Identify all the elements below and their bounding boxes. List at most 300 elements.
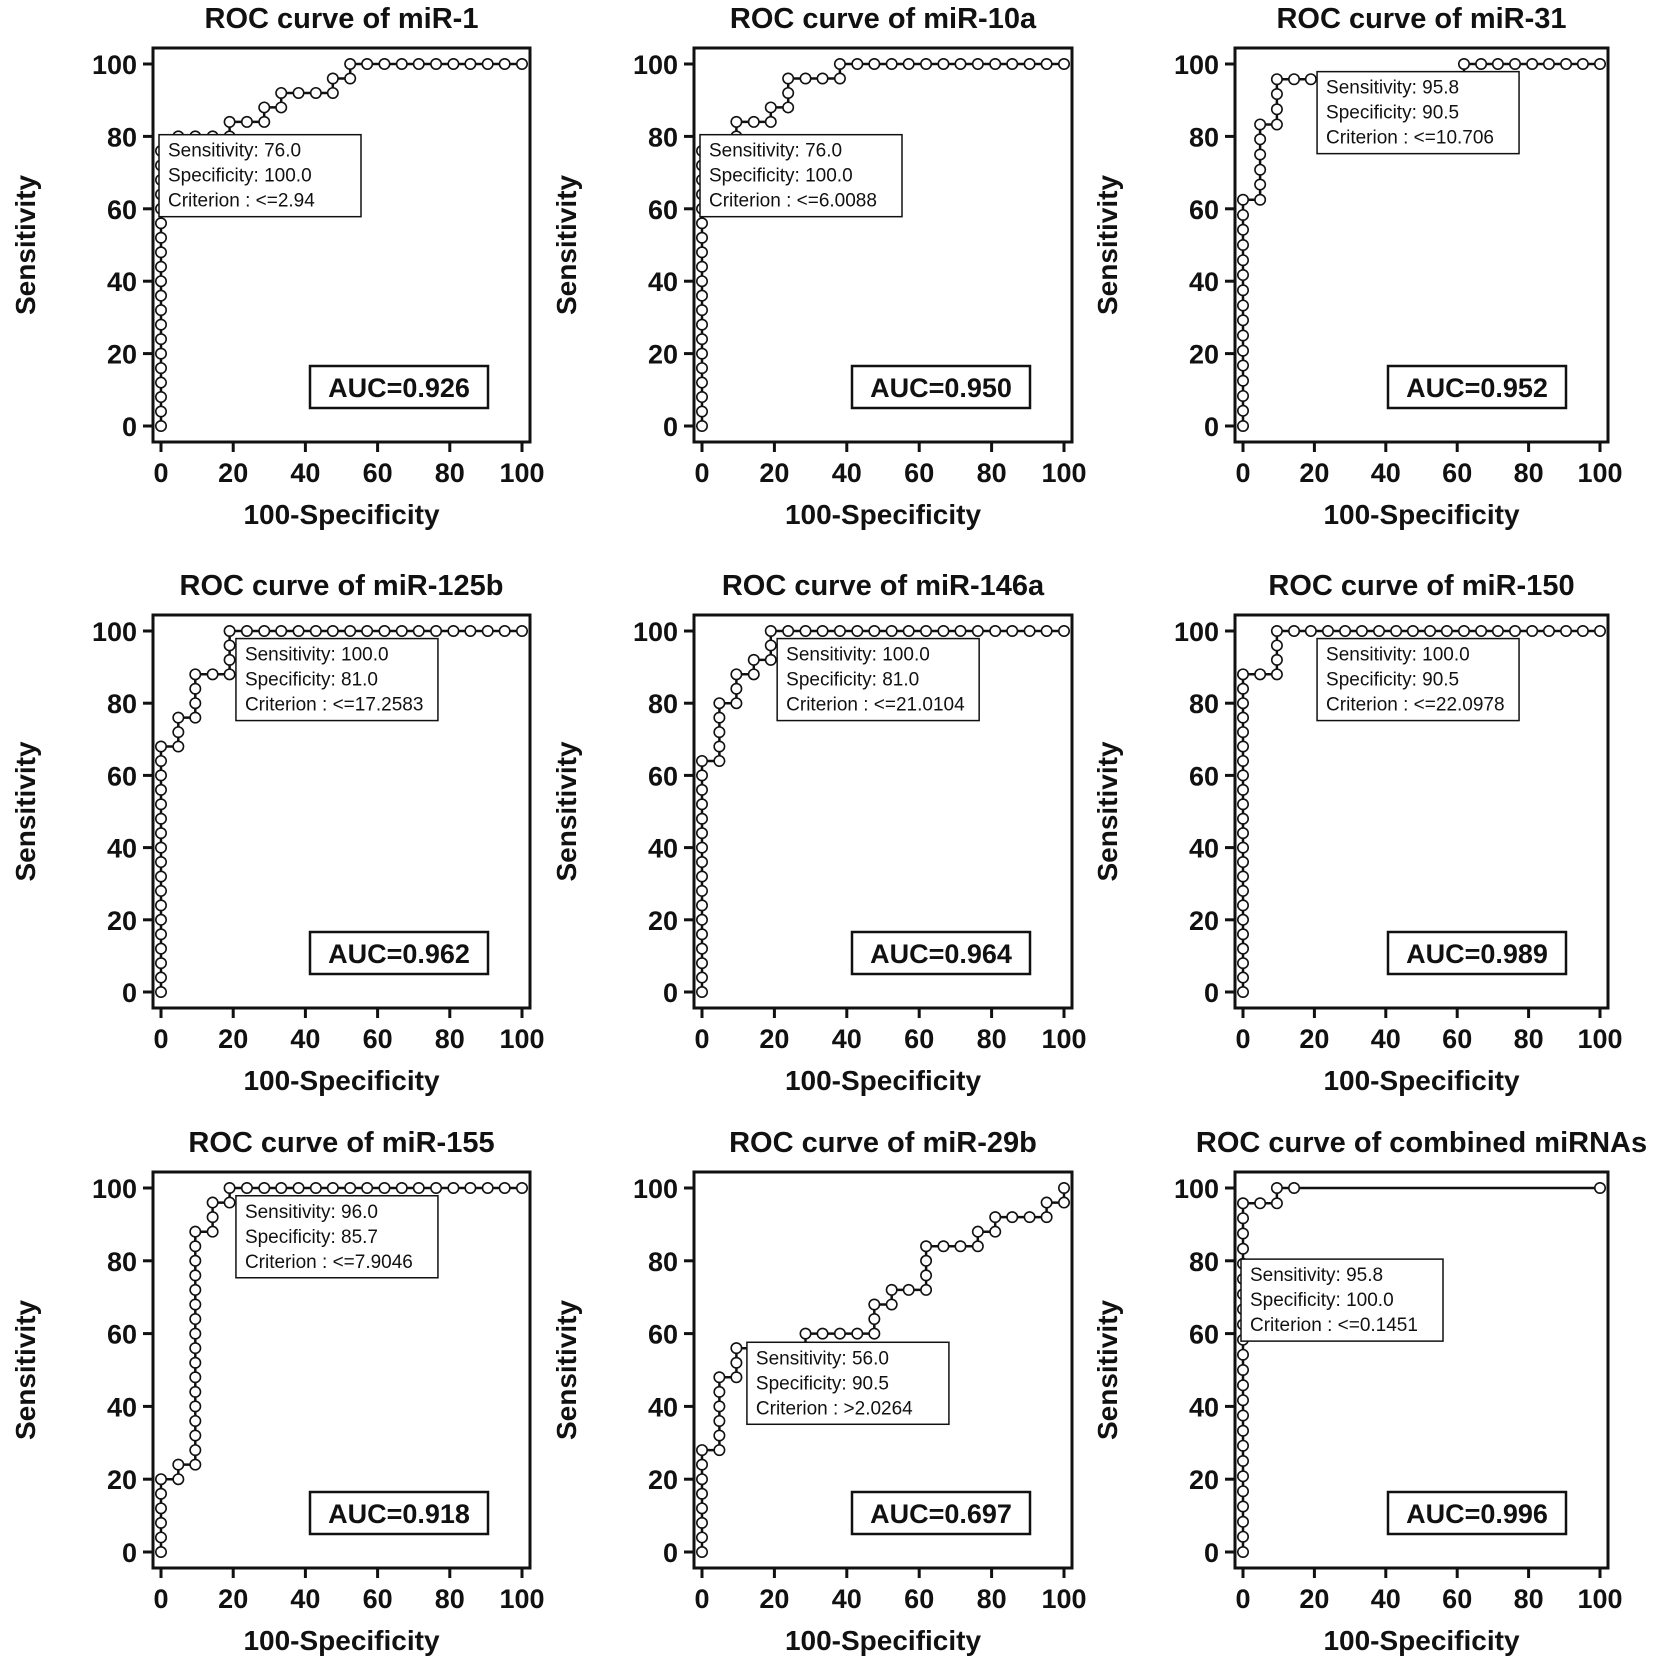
roc-point bbox=[714, 1416, 724, 1426]
roc-point bbox=[190, 1241, 200, 1251]
roc-point bbox=[714, 712, 724, 722]
x-tick-label: 60 bbox=[1442, 1024, 1473, 1054]
roc-point bbox=[869, 1328, 879, 1338]
roc-point bbox=[1041, 59, 1051, 69]
roc-point bbox=[1272, 1183, 1282, 1193]
roc-point bbox=[1238, 225, 1248, 235]
stats-specificity: Specificity: 81.0 bbox=[244, 669, 379, 691]
y-tick-label: 80 bbox=[1188, 122, 1219, 153]
x-tick-label: 40 bbox=[290, 1584, 321, 1614]
roc-point bbox=[345, 73, 355, 83]
roc-point bbox=[1272, 89, 1282, 99]
roc-point bbox=[731, 669, 741, 679]
y-axis-label: Sensitivity bbox=[551, 741, 582, 882]
roc-point bbox=[156, 1503, 166, 1513]
roc-point bbox=[242, 626, 252, 636]
x-tick-label: 0 bbox=[153, 458, 169, 488]
roc-point bbox=[1238, 1532, 1248, 1542]
roc-point bbox=[293, 88, 303, 98]
roc-point bbox=[697, 871, 707, 881]
roc-point bbox=[1059, 59, 1069, 69]
roc-point bbox=[190, 1314, 200, 1324]
y-tick-label: 60 bbox=[1188, 761, 1219, 792]
roc-point bbox=[190, 1256, 200, 1266]
roc-point bbox=[259, 117, 269, 127]
x-tick-label: 0 bbox=[153, 1024, 169, 1054]
roc-point bbox=[1041, 1212, 1051, 1222]
roc-point bbox=[1238, 741, 1248, 751]
roc-point bbox=[499, 1183, 509, 1193]
roc-point bbox=[397, 59, 407, 69]
roc-point bbox=[921, 1241, 931, 1251]
roc-point bbox=[448, 59, 458, 69]
y-tick-label: 0 bbox=[1203, 412, 1219, 442]
roc-point bbox=[259, 626, 269, 636]
roc-point bbox=[1024, 1212, 1034, 1222]
roc-point bbox=[1238, 958, 1248, 968]
roc-point bbox=[156, 943, 166, 953]
roc-point bbox=[697, 828, 707, 838]
roc-point bbox=[697, 972, 707, 982]
y-axis-label: Sensitivity bbox=[1092, 174, 1123, 316]
y-tick-label: 80 bbox=[1188, 689, 1219, 720]
roc-point bbox=[328, 626, 338, 636]
y-tick-label: 60 bbox=[647, 761, 678, 792]
x-tick-label: 80 bbox=[1513, 1024, 1544, 1054]
roc-panel-2 bbox=[551, 3, 1087, 530]
roc-point bbox=[224, 1183, 234, 1193]
roc-point bbox=[800, 626, 810, 636]
roc-point bbox=[156, 828, 166, 838]
y-tick-label: 80 bbox=[106, 689, 137, 720]
roc-point bbox=[1238, 300, 1248, 310]
x-tick-label: 60 bbox=[1442, 458, 1473, 488]
roc-point bbox=[1238, 857, 1248, 867]
roc-point bbox=[156, 756, 166, 766]
stats-specificity: Specificity: 81.0 bbox=[786, 669, 920, 691]
roc-point bbox=[1255, 149, 1265, 159]
x-axis-label: 100-Specificity bbox=[1323, 499, 1520, 530]
roc-point bbox=[731, 1372, 741, 1382]
roc-point bbox=[190, 1343, 200, 1353]
roc-point bbox=[1340, 626, 1350, 636]
y-tick-label: 20 bbox=[647, 905, 678, 936]
roc-panel-7 bbox=[10, 1127, 545, 1656]
roc-point bbox=[1238, 842, 1248, 852]
roc-point bbox=[697, 915, 707, 925]
x-tick-label: 20 bbox=[759, 1584, 790, 1614]
roc-point bbox=[156, 334, 166, 344]
y-tick-label: 20 bbox=[106, 1465, 137, 1496]
roc-point bbox=[1408, 626, 1418, 636]
roc-point bbox=[973, 1226, 983, 1236]
x-tick-label: 0 bbox=[1235, 1024, 1251, 1054]
roc-point bbox=[259, 102, 269, 112]
roc-point bbox=[1238, 1213, 1248, 1223]
y-axis-label: Sensitivity bbox=[551, 174, 582, 316]
roc-point bbox=[1238, 240, 1248, 250]
roc-point bbox=[921, 626, 931, 636]
x-tick-label: 100 bbox=[1577, 1024, 1623, 1054]
roc-point bbox=[156, 842, 166, 852]
roc-point bbox=[156, 377, 166, 387]
roc-point bbox=[1493, 59, 1503, 69]
roc-point bbox=[156, 363, 166, 373]
roc-point bbox=[1238, 900, 1248, 910]
roc-point bbox=[1238, 1365, 1248, 1375]
roc-point bbox=[1238, 1517, 1248, 1527]
roc-point bbox=[990, 59, 1000, 69]
roc-point bbox=[1238, 1456, 1248, 1466]
roc-point bbox=[1272, 119, 1282, 129]
stats-criterion: Criterion : <=7.9046 bbox=[244, 1251, 413, 1273]
roc-point bbox=[190, 1430, 200, 1440]
roc-point bbox=[276, 88, 286, 98]
roc-point bbox=[869, 1314, 879, 1324]
stats-sensitivity: Sensitivity: 95.8 bbox=[1326, 77, 1460, 99]
roc-point bbox=[1059, 1183, 1069, 1193]
roc-point bbox=[173, 1474, 183, 1484]
roc-point bbox=[749, 655, 759, 665]
roc-point bbox=[1357, 626, 1367, 636]
roc-point bbox=[714, 741, 724, 751]
roc-point bbox=[1007, 626, 1017, 636]
y-tick-label: 40 bbox=[1188, 1392, 1219, 1423]
roc-point bbox=[483, 1183, 493, 1193]
roc-point bbox=[156, 770, 166, 780]
roc-point bbox=[697, 770, 707, 780]
roc-point bbox=[852, 626, 862, 636]
roc-point bbox=[1238, 972, 1248, 982]
roc-point bbox=[1272, 1198, 1282, 1208]
y-tick-label: 80 bbox=[647, 1246, 678, 1277]
roc-point bbox=[207, 669, 217, 679]
roc-point bbox=[1238, 1426, 1248, 1436]
y-tick-label: 80 bbox=[647, 689, 678, 720]
roc-point bbox=[1527, 59, 1537, 69]
roc-point bbox=[1238, 756, 1248, 766]
y-tick-label: 20 bbox=[647, 339, 678, 370]
roc-panel-6 bbox=[1092, 570, 1623, 1096]
roc-point bbox=[1238, 1471, 1248, 1481]
roc-point bbox=[190, 1270, 200, 1280]
x-tick-label: 20 bbox=[1299, 1584, 1330, 1614]
y-tick-label: 60 bbox=[1188, 194, 1219, 225]
roc-point bbox=[1238, 915, 1248, 925]
roc-point bbox=[766, 626, 776, 636]
roc-point bbox=[1238, 391, 1248, 401]
x-tick-label: 0 bbox=[153, 1584, 169, 1614]
roc-point bbox=[835, 73, 845, 83]
roc-point bbox=[783, 102, 793, 112]
x-axis-label: 100-Specificity bbox=[243, 1065, 440, 1096]
roc-point bbox=[1238, 727, 1248, 737]
roc-point bbox=[517, 626, 527, 636]
y-tick-label: 100 bbox=[632, 50, 678, 80]
roc-point bbox=[800, 1328, 810, 1338]
roc-point bbox=[1272, 626, 1282, 636]
roc-point bbox=[697, 218, 707, 228]
stats-specificity: Specificity: 90.5 bbox=[1326, 102, 1460, 124]
roc-point bbox=[190, 1445, 200, 1455]
roc-point bbox=[156, 1518, 166, 1528]
roc-point bbox=[714, 727, 724, 737]
roc-point bbox=[156, 987, 166, 997]
y-tick-label: 0 bbox=[121, 978, 137, 1008]
stats-sensitivity: Sensitivity: 100.0 bbox=[1326, 644, 1470, 666]
roc-point bbox=[190, 1328, 200, 1338]
roc-point bbox=[156, 262, 166, 272]
roc-point bbox=[293, 1183, 303, 1193]
roc-point bbox=[448, 1183, 458, 1193]
roc-point bbox=[431, 626, 441, 636]
x-tick-label: 60 bbox=[362, 1584, 393, 1614]
roc-point bbox=[499, 59, 509, 69]
roc-point bbox=[1238, 871, 1248, 881]
auc-value: AUC=0.962 bbox=[328, 939, 470, 969]
roc-point bbox=[362, 626, 372, 636]
roc-point bbox=[173, 727, 183, 737]
roc-point bbox=[156, 857, 166, 867]
roc-point bbox=[731, 1358, 741, 1368]
roc-point bbox=[190, 1387, 200, 1397]
roc-point bbox=[1238, 1410, 1248, 1420]
roc-panel-9 bbox=[1092, 1127, 1647, 1656]
y-tick-label: 100 bbox=[1173, 1174, 1219, 1204]
y-tick-label: 100 bbox=[632, 617, 678, 647]
roc-point bbox=[697, 1518, 707, 1528]
y-tick-label: 20 bbox=[1188, 1465, 1219, 1496]
roc-point bbox=[955, 626, 965, 636]
x-axis-label: 100-Specificity bbox=[784, 1625, 982, 1656]
roc-point bbox=[397, 1183, 407, 1193]
roc-point bbox=[224, 1197, 234, 1207]
roc-point bbox=[766, 117, 776, 127]
roc-point bbox=[242, 117, 252, 127]
y-tick-label: 100 bbox=[1173, 50, 1219, 80]
roc-point bbox=[1238, 1501, 1248, 1511]
roc-point bbox=[1476, 59, 1486, 69]
stats-criterion: Criterion : <=2.94 bbox=[168, 190, 315, 212]
x-tick-label: 20 bbox=[1299, 458, 1330, 488]
y-tick-label: 0 bbox=[121, 412, 137, 442]
roc-point bbox=[1041, 626, 1051, 636]
roc-point bbox=[886, 1299, 896, 1309]
roc-point bbox=[1255, 165, 1265, 175]
roc-point bbox=[835, 1328, 845, 1338]
roc-point bbox=[1238, 698, 1248, 708]
roc-point bbox=[156, 305, 166, 315]
roc-point bbox=[697, 1489, 707, 1499]
roc-point bbox=[697, 900, 707, 910]
roc-point bbox=[1289, 74, 1299, 84]
roc-point bbox=[190, 1416, 200, 1426]
roc-point bbox=[328, 88, 338, 98]
roc-point bbox=[1255, 195, 1265, 205]
roc-point bbox=[1238, 712, 1248, 722]
stats-criterion: Criterion : <=17.2583 bbox=[244, 694, 424, 716]
roc-point bbox=[1238, 669, 1248, 679]
x-tick-label: 40 bbox=[831, 1024, 862, 1054]
roc-point bbox=[1238, 270, 1248, 280]
roc-point bbox=[1510, 59, 1520, 69]
roc-point bbox=[224, 640, 234, 650]
roc-point bbox=[800, 73, 810, 83]
chart-title: ROC curve of miR-146a bbox=[721, 570, 1045, 602]
roc-point bbox=[190, 1459, 200, 1469]
roc-point bbox=[697, 1532, 707, 1542]
x-tick-label: 80 bbox=[434, 1024, 465, 1054]
roc-point bbox=[904, 59, 914, 69]
roc-point bbox=[1238, 987, 1248, 997]
chart-title: ROC curve of miR-155 bbox=[188, 1127, 495, 1159]
roc-panel-3 bbox=[1092, 3, 1623, 530]
x-tick-label: 100 bbox=[1041, 1584, 1087, 1614]
roc-point bbox=[697, 987, 707, 997]
y-axis-label: Sensitivity bbox=[10, 741, 41, 882]
x-axis-label: 100-Specificity bbox=[1323, 1625, 1520, 1656]
roc-point bbox=[697, 785, 707, 795]
roc-point bbox=[1024, 59, 1034, 69]
roc-point bbox=[1238, 1244, 1248, 1254]
roc-point bbox=[1238, 785, 1248, 795]
y-tick-label: 40 bbox=[647, 1392, 678, 1423]
roc-point bbox=[173, 712, 183, 722]
roc-point bbox=[697, 857, 707, 867]
roc-point bbox=[1238, 684, 1248, 694]
roc-point bbox=[1323, 626, 1333, 636]
auc-value: AUC=0.950 bbox=[870, 373, 1012, 403]
x-tick-label: 0 bbox=[694, 1024, 710, 1054]
roc-point bbox=[714, 1430, 724, 1440]
roc-point bbox=[697, 262, 707, 272]
roc-point bbox=[276, 102, 286, 112]
stats-specificity: Specificity: 85.7 bbox=[244, 1226, 379, 1248]
roc-point bbox=[1544, 626, 1554, 636]
x-tick-label: 0 bbox=[694, 1584, 710, 1614]
y-tick-label: 20 bbox=[106, 339, 137, 370]
stats-sensitivity: Sensitivity: 76.0 bbox=[709, 140, 843, 162]
roc-point bbox=[697, 247, 707, 257]
stats-criterion: Criterion : <=22.0978 bbox=[1326, 694, 1505, 716]
roc-point bbox=[749, 669, 759, 679]
x-tick-label: 40 bbox=[290, 1024, 321, 1054]
roc-point bbox=[697, 886, 707, 896]
roc-point bbox=[731, 684, 741, 694]
y-tick-label: 80 bbox=[106, 1246, 137, 1277]
roc-point bbox=[1238, 1198, 1248, 1208]
roc-point bbox=[697, 290, 707, 300]
roc-point bbox=[1374, 626, 1384, 636]
x-tick-label: 60 bbox=[1442, 1584, 1473, 1614]
roc-point bbox=[156, 785, 166, 795]
roc-point bbox=[190, 669, 200, 679]
x-tick-label: 80 bbox=[434, 1584, 465, 1614]
stats-sensitivity: Sensitivity: 76.0 bbox=[168, 140, 302, 162]
roc-point bbox=[697, 363, 707, 373]
x-tick-label: 20 bbox=[218, 1024, 249, 1054]
roc-point bbox=[379, 626, 389, 636]
roc-point bbox=[1059, 626, 1069, 636]
auc-value: AUC=0.952 bbox=[1406, 373, 1548, 403]
roc-point bbox=[414, 59, 424, 69]
roc-point bbox=[1459, 626, 1469, 636]
roc-point bbox=[714, 1401, 724, 1411]
roc-point bbox=[1238, 770, 1248, 780]
roc-point bbox=[714, 1387, 724, 1397]
x-tick-label: 40 bbox=[831, 1584, 862, 1614]
auc-value: AUC=0.996 bbox=[1406, 1499, 1548, 1529]
roc-point bbox=[955, 1241, 965, 1251]
roc-point bbox=[156, 929, 166, 939]
roc-point bbox=[1255, 1198, 1265, 1208]
x-tick-label: 20 bbox=[759, 458, 790, 488]
auc-value: AUC=0.918 bbox=[328, 1499, 470, 1529]
roc-point bbox=[697, 377, 707, 387]
y-tick-label: 0 bbox=[121, 1538, 137, 1568]
y-tick-label: 60 bbox=[647, 194, 678, 225]
roc-point bbox=[156, 1547, 166, 1557]
roc-point bbox=[783, 626, 793, 636]
roc-point bbox=[242, 1183, 252, 1193]
roc-point bbox=[190, 1285, 200, 1295]
x-tick-label: 60 bbox=[904, 1024, 935, 1054]
roc-point bbox=[1007, 59, 1017, 69]
roc-point bbox=[483, 59, 493, 69]
roc-point bbox=[886, 1285, 896, 1295]
roc-point bbox=[749, 117, 759, 127]
roc-point bbox=[414, 1183, 424, 1193]
roc-point bbox=[1510, 626, 1520, 636]
roc-point bbox=[921, 1270, 931, 1280]
roc-point bbox=[1578, 626, 1588, 636]
roc-point bbox=[156, 1532, 166, 1542]
chart-title: ROC curve of miR-10a bbox=[729, 3, 1037, 35]
roc-point bbox=[1561, 626, 1571, 636]
roc-point bbox=[1024, 626, 1034, 636]
roc-point bbox=[207, 1197, 217, 1207]
roc-point bbox=[869, 1299, 879, 1309]
roc-point bbox=[1289, 1183, 1299, 1193]
roc-point bbox=[156, 1474, 166, 1484]
roc-point bbox=[697, 319, 707, 329]
y-tick-label: 40 bbox=[106, 1392, 137, 1423]
roc-point bbox=[766, 102, 776, 112]
roc-point bbox=[431, 1183, 441, 1193]
roc-point bbox=[1306, 626, 1316, 636]
roc-point bbox=[852, 59, 862, 69]
roc-point bbox=[224, 626, 234, 636]
stats-specificity: Specificity: 100.0 bbox=[709, 165, 853, 187]
x-tick-label: 0 bbox=[1235, 458, 1251, 488]
roc-panel-4 bbox=[10, 570, 545, 1096]
x-tick-label: 60 bbox=[362, 1024, 393, 1054]
x-tick-label: 20 bbox=[1299, 1024, 1330, 1054]
roc-point bbox=[817, 1328, 827, 1338]
roc-point bbox=[397, 626, 407, 636]
y-tick-label: 0 bbox=[1203, 978, 1219, 1008]
roc-point bbox=[1238, 1380, 1248, 1390]
roc-point bbox=[1007, 1212, 1017, 1222]
roc-point bbox=[938, 626, 948, 636]
y-axis-label: Sensitivity bbox=[1092, 741, 1123, 882]
roc-point bbox=[921, 59, 931, 69]
roc-point bbox=[1289, 626, 1299, 636]
roc-point bbox=[293, 626, 303, 636]
y-tick-label: 40 bbox=[1188, 267, 1219, 298]
roc-point bbox=[1255, 119, 1265, 129]
roc-point bbox=[1041, 1197, 1051, 1207]
